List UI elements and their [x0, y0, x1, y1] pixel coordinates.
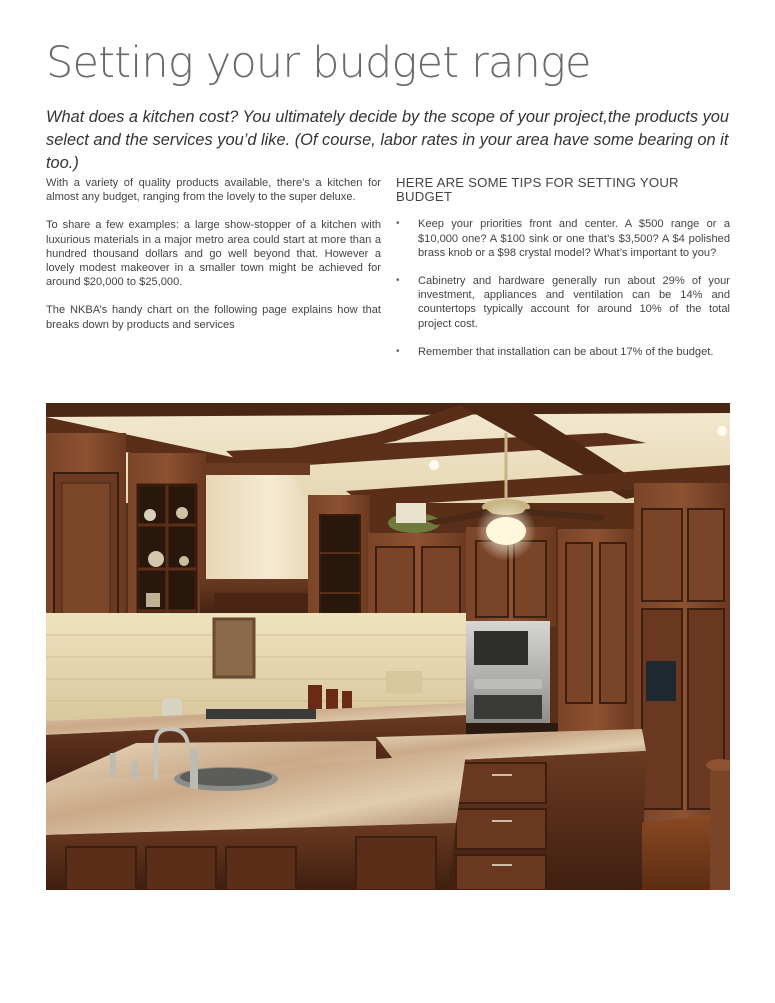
- tip-text: Keep your priorities front and center. A $500 range or a $10,000 one? A $100 sink or one that’s $3,500? A $4 polished brass knob or a $98 crystal model? What’s important to you?: [418, 218, 730, 259]
- tips-heading: HERE ARE SOME TIPS FOR SETTING YOUR BUDGET: [396, 175, 679, 205]
- bullet-icon: •: [396, 275, 400, 287]
- bullet-icon: •: [396, 218, 400, 230]
- page-title: Setting your budget range: [46, 38, 591, 88]
- tip-text: Cabinetry and hardware generally run about 29% of your investment, appliances and ventilation can be 14% and countertops typically account for around 10% of the total project cost.: [418, 275, 730, 330]
- intro-paragraph-3: The NKBA’s handy chart on the following page explains how that breaks down by products and services: [46, 304, 381, 331]
- subtitle: What does a kitchen cost? You ultimately decide by the scope of your project,the products you select and the services you’d like. (Of course, labor rates in your area have some bearing on it too.): [46, 108, 730, 172]
- tip-item-1: [396, 217, 730, 260]
- tip-item-3: [396, 345, 730, 359]
- tip-item-2: [396, 274, 730, 331]
- bullet-icon: •: [396, 345, 400, 357]
- tip-text: Remember that installation can be about 17% of the budget.: [418, 345, 714, 358]
- intro-column: [46, 176, 381, 346]
- tips-column: [396, 176, 730, 373]
- intro-paragraph-2: To share a few examples: a large show-stopper of a kitchen with luxurious materials in a major metro area could start at more than a hundred thousand dollars and go well beyond that. However a lovely modest makeover in a smaller town might be achieved for around $20,000 to $25,000.: [46, 219, 381, 289]
- intro-paragraph-1: With a variety of quality products available, there’s a kitchen for almost any budget, ranging from the lovely to the super deluxe.: [46, 177, 381, 204]
- tips-list: [396, 217, 730, 359]
- kitchen-photo: [46, 403, 730, 890]
